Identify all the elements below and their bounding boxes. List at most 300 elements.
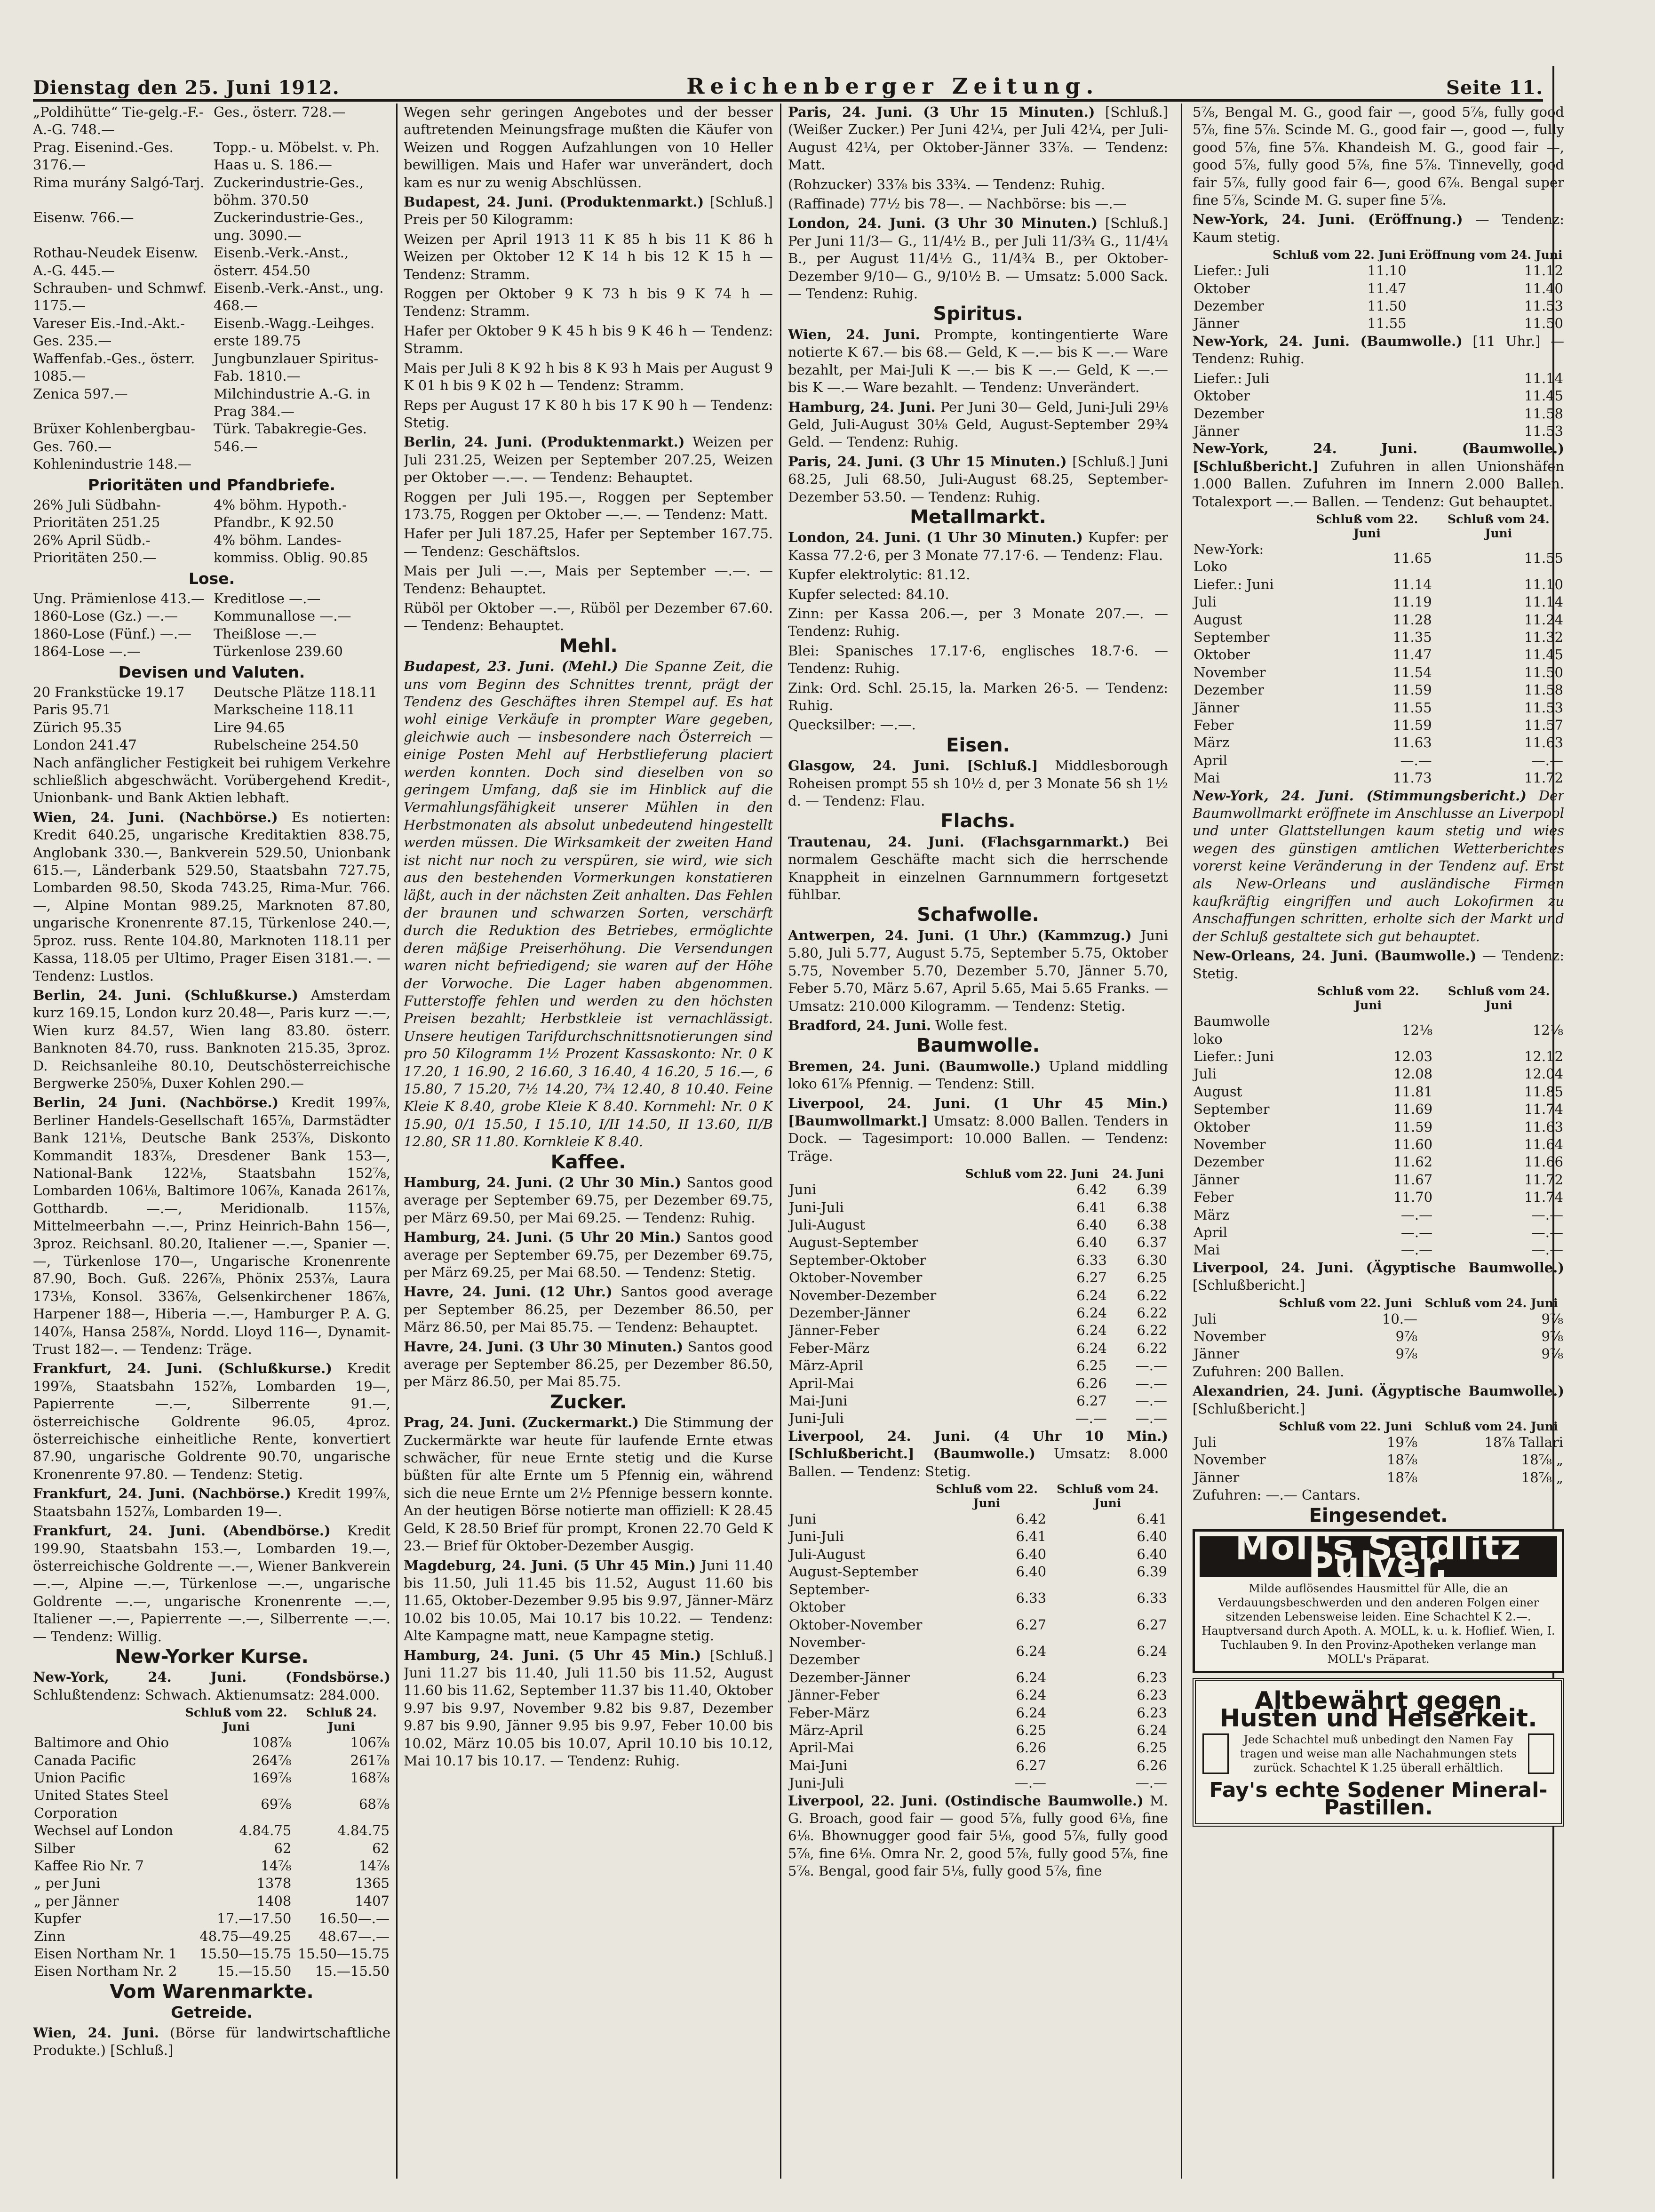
table-head: [788, 1482, 1168, 1510]
value-cell: 6.27: [1137, 1616, 1167, 1633]
label-cell: Juni-Juli: [789, 1528, 844, 1545]
value-cell: 6.40: [1076, 1234, 1107, 1251]
report-text: Weizen per April 1913 11 K 85 h bis 11 K 86 h Weizen per Oktober 12 K 14 h bis 12 K 15 h — Tendenz: Stramm.: [404, 231, 773, 282]
table-row: [788, 1528, 1168, 1545]
report-paragraph: [404, 599, 773, 635]
newyork-table: [1193, 248, 1564, 333]
report-paragraph: [788, 1095, 1168, 1166]
table-row: [1193, 1101, 1564, 1118]
value-cell: —.—: [1075, 1410, 1107, 1427]
column-header: Schluß vom 24. Juni: [1447, 512, 1550, 540]
label-cell: United States Steel Corporation: [34, 1787, 168, 1821]
value-cell: 6.33: [1016, 1590, 1047, 1606]
market-reports: [33, 754, 390, 1645]
table-row: [1193, 387, 1564, 405]
value-cell: 6.24: [1076, 1322, 1107, 1339]
column-header: Schluß vom 24. Juni: [1424, 1420, 1558, 1434]
table-row: [788, 1757, 1168, 1774]
report-text: Roggen per Oktober 9 K 73 h bis 9 K 74 h — Tendenz: Stramm.: [404, 286, 773, 319]
report-text: Hafer per Oktober 9 K 45 h bis 9 K 46 h — Tendenz: Stramm.: [404, 322, 773, 357]
label-cell: Jänner: [1194, 423, 1240, 439]
label-cell: Oktober: [1194, 388, 1250, 404]
report-text: Mais per Juli 8 K 92 h bis 8 K 93 h Mais per August 9 K 01 h bis 9 K 02 h — Tendenz: Stramm.: [404, 359, 773, 394]
value-cell: 6.25: [1016, 1722, 1047, 1738]
report-paragraph: [788, 104, 1168, 174]
quote-row: [33, 496, 390, 532]
value-cell: 11.53: [1524, 298, 1563, 314]
report-text: [Schluß.] Preis per 50 Kilogramm:: [404, 194, 773, 228]
table-row: [788, 1510, 1168, 1528]
report-text: [Schluß.] Per Juni 11/3— G., 11/4½ B., per Juli 11/3¾ G., 11/4¼ B., per August 11/4½ G., 11/4¾ B., per Oktober-Dezember 9/10— G., 9/10½ B. — Umsatz: 5.000 Sack. — Tendenz: Ruhig.: [788, 215, 1168, 302]
value-cell: 261⅞: [350, 1752, 390, 1768]
label-cell: Liefer.: Juni: [1194, 576, 1274, 592]
column-header: Schluß vom 24. Juni: [1448, 984, 1550, 1013]
table-row: [1193, 734, 1564, 751]
table-row: [33, 1945, 390, 1963]
value-cell: 6.27: [1016, 1616, 1047, 1633]
report-paragraph: [404, 397, 773, 432]
value-cell: 6.39: [1137, 1564, 1167, 1580]
value-cell: 9⅞: [1541, 1328, 1563, 1344]
table-body: [1193, 1310, 1564, 1363]
report-lead: Frankfurt, 24. Juni. (Abendbörse.): [33, 1523, 331, 1539]
section-title: Vom Warenmarkte.: [110, 1980, 314, 2003]
value-cell: 11.59: [1392, 717, 1432, 733]
section-title: Zucker.: [549, 1391, 627, 1413]
table-row: [1193, 699, 1564, 717]
grain-reports: [404, 104, 773, 635]
value-cell: 6.26: [1016, 1740, 1047, 1756]
column-header: [1193, 984, 1303, 1013]
value-cell: 9⅞: [1541, 1310, 1563, 1327]
label-cell: „ per Jänner: [34, 1893, 119, 1909]
value-cell: 6.27: [1016, 1757, 1047, 1773]
table-row: [788, 1546, 1168, 1563]
label-cell: Mai: [1194, 1242, 1220, 1258]
table-head-row: [1193, 1420, 1564, 1434]
table-row: [788, 1216, 1168, 1234]
advertisement-fay: [1193, 1678, 1564, 1827]
report-text: [Schluß.] (Weißer Zucker.) Per Juni 42¼, per Juli 42¼, per Juli-August 42¼, per Oktober-Jänner 33⅞. — Tendenz: Matt.: [788, 104, 1168, 173]
value-cell: 6.41: [1076, 1199, 1107, 1215]
label-cell: März: [1194, 735, 1230, 751]
label-cell: Liefer.: Juli: [1194, 370, 1270, 386]
quote-cell: Rubelscheine 254.50: [214, 737, 359, 753]
table-row: [788, 1581, 1168, 1616]
value-cell: 11.58: [1524, 682, 1563, 698]
value-cell: 6.24: [1016, 1669, 1047, 1685]
table-row: [33, 1928, 390, 1945]
quote-cell: Rothau-Neudek Eisenw. A.-G. 445.—: [33, 245, 198, 279]
value-cell: 15.50—15.75: [297, 1946, 390, 1962]
report-lead: Berlin, 24. Juni. (Schlußkurse.): [33, 987, 299, 1003]
quote-row: [33, 104, 390, 139]
value-cell: 18⅞ „: [1521, 1452, 1563, 1468]
column-header: Schluß vom 22. Juni: [1273, 248, 1406, 262]
report-paragraph: [404, 193, 773, 229]
report-paragraph: New-York, 24. Juni. (Baumwolle.) [11 Uhr.] — Tendenz: Ruhig.: [1193, 333, 1564, 367]
column-header: 24. Juni: [1112, 1167, 1164, 1181]
report-paragraph: [404, 1557, 773, 1645]
quote-row: [33, 244, 390, 279]
table-row: [788, 1392, 1168, 1410]
table-row: [1193, 1013, 1564, 1048]
table-row: [1193, 1434, 1564, 1451]
ad-text: Jede Schachtel muß unbedingt den Namen Fay tragen und weise man alle Nachahmungen stets zurück. Schachtel K 1.25 überall erhältlich.: [1240, 1733, 1517, 1774]
value-cell: 6.37: [1137, 1234, 1167, 1251]
table-body: [1193, 1434, 1564, 1486]
table-body: [788, 1510, 1168, 1792]
value-cell: —.—: [1014, 1775, 1047, 1791]
value-cell: 1365: [355, 1875, 390, 1892]
report-paragraph: New-York, 24. Juni. (Eröffnung.) — Tendenz: Kaum stetig.: [1193, 211, 1564, 245]
label-cell: „ per Juni: [34, 1875, 101, 1892]
report-paragraph: [788, 679, 1168, 715]
label-cell: Juni-Juli: [789, 1199, 844, 1215]
value-cell: 11.59: [1393, 1118, 1433, 1135]
table-row: [788, 1722, 1168, 1739]
table-head: [1193, 1420, 1564, 1434]
value-cell: 18⅞ Tallari: [1484, 1434, 1563, 1451]
value-cell: 18⅞: [1386, 1469, 1417, 1485]
value-cell: 12.03: [1393, 1048, 1433, 1064]
value-cell: 14⅞: [261, 1858, 292, 1874]
value-cell: 6.40: [1137, 1546, 1167, 1562]
value-cell: 6.40: [1016, 1546, 1047, 1562]
report-text: Mais per Juli —.—, Mais per September —.—. — Tendenz: Behauptet.: [404, 563, 773, 597]
report-text: Blei: Spanisches 17.17·6, englisches 18.7·6. — Tendenz: Ruhig.: [788, 642, 1168, 677]
section-title: Baumwolle.: [916, 1035, 1040, 1057]
report-text: Kupfer: per Kassa 77.2·6, per 3 Monate 77.17·6. — Tendenz: Flau.: [788, 529, 1168, 563]
report-text: [Schluß.] Juni 68.25, Juli 68.50, Juli-August 68.25, September-Dezember 53.50. — Tendenz: Ruhig.: [788, 453, 1168, 505]
ad-body: [1202, 1733, 1554, 1775]
value-cell: 106⅞: [350, 1734, 390, 1751]
table-row: [788, 1199, 1168, 1216]
report-paragraph: New-York, 24. Juni. (Fondsbörse.) Schlußtendenz: Schwach. Aktienumsatz: 284.000.: [33, 1669, 390, 1703]
product-box-image: [1528, 1733, 1554, 1774]
value-cell: 11.55: [1367, 315, 1407, 332]
value-cell: 108⅞: [252, 1734, 292, 1751]
report-paragraph: [788, 215, 1168, 303]
report-text: Es notierten: Kredit 640.25, ungarische Kreditaktien 838.75, Anglobank 330.—, Bankverein 529.50, Unionbank 615.—, Länderbank 529.50, Staatsbahn 727.75, Lombarden 98.50, Skoda 743.25, Rima-Mur. 766.—, Alpine Montan 989.25, Marknoten 87.80, ungarische Kronenrente 87.15, Türkenlose 240.—, 5proz. russ. Rente 104.80, Marknoten 118.11 per Kassa, 118.05 per Ultimo, Prager Eisen 3181.—. — Tendenz: Lustlos.: [33, 809, 390, 984]
report-text: Kredit 199⅞, Berliner Handels-Gesellschaft 165⅞, Darmstädter Bank 121⅛, Deutsche Bank 253⅞, Diskonto Kommandit 183⅞, Dresdener Bank 153—, National-Bank 122⅛, Staatsbahn 152⅞, Lombarden 106⅛, Baltimore 106⅞, Kanada 261⅞, Gotthardb. —.—, Meridionalb. 115⅞, Mittelmeerbahn —.—, Prinz Heinrich-Bahn 156—, 3proz. Reichsanl. 80.20, Italiener —.—, Spanier —.—, Türkenlose 170—, Ungarische Kronenrente 87.90, Boch. Guß. 226⅞, Phönix 253⅞, Laura 173⅛, Konsol. 336⅞, Gelsenkirchener 186⅞, Harpener 188—, Hiberia —.—, Hamburger P. A. G. 140⅞, Hansa 258⅞, Nordd. Lloyd 116—, Dynamit-Trust 182—. — Tendenz: Träge.: [33, 1094, 390, 1358]
table-row: [788, 1704, 1168, 1722]
quote-cell: Zuckerindustrie-Ges., ung. 3090.—: [214, 209, 364, 243]
label-cell: Jänner: [1194, 315, 1240, 332]
table-row: [1193, 423, 1564, 440]
zucker-reports: [404, 1414, 773, 1770]
metall-reports: [788, 529, 1168, 734]
quote-cell: Deutsche Plätze 118.11: [214, 684, 377, 700]
value-cell: 11.58: [1524, 405, 1563, 422]
report-paragraph: Liverpool, 24. Juni. (Ägyptische Baumwolle.) [Schlußbericht.]: [1193, 1259, 1564, 1294]
value-cell: 6.24: [1016, 1687, 1047, 1703]
report-text: Roggen per Juli 195.—, Roggen per September 173.75, Roggen per Oktober —.—. — Tendenz: Matt.: [404, 488, 773, 522]
column-header: Eröffnung vom 24. Juni: [1409, 248, 1563, 262]
report-lead: Frankfurt, 24. Juni. (Schlußkurse.): [33, 1360, 332, 1377]
report-lead: Hamburg, 24. Juni. (5 Uhr 20 Min.): [404, 1229, 681, 1246]
quote-row: [33, 719, 390, 736]
table-body: [1193, 262, 1564, 333]
table-row: [788, 1563, 1168, 1581]
report-text: Die Stimmung der Zuckermärkte war heute für laufende Ernte etwas schwächer, für neue Ernte stetig und die Kurse büßten für alte Ernte um 5 Pfennig ein, während sich die neue Ernte um 2½ Pfennige bessern konnte. An der heutigen Börse notierte man offiziell: K 28.45 Geld, K 28.50 Brief für prompt, Kronen 22.70 Geld K 23.— Brief für Oktober-Dezember Ausgig.: [404, 1414, 773, 1554]
value-cell: 11.63: [1392, 735, 1432, 751]
lose-list: [33, 590, 390, 661]
table-row: [1193, 1083, 1564, 1101]
value-cell: 19⅞: [1386, 1434, 1417, 1451]
value-cell: 6.38: [1137, 1216, 1167, 1233]
report-paragraph: [404, 525, 773, 560]
page-header: [33, 66, 1543, 102]
table-row: [1193, 681, 1564, 699]
report-paragraph: [788, 176, 1168, 193]
column-header: [788, 1167, 956, 1181]
column-2: [404, 104, 773, 2179]
column-header: Schluß vom 22. Juni: [185, 1706, 287, 1734]
value-cell: 11.65: [1392, 550, 1432, 566]
value-cell: 11.74: [1524, 1189, 1563, 1206]
value-cell: 11.85: [1524, 1083, 1563, 1100]
label-cell: Dezember-Jänner: [789, 1669, 910, 1685]
report-paragraph: [404, 433, 773, 486]
label-cell: Union Pacific: [34, 1769, 126, 1786]
label-cell: Feber-März: [789, 1704, 870, 1721]
report-paragraph: [404, 1647, 773, 1770]
report-text: Wegen sehr geringen Angebotes und der besser auftretenden Meinungsfrage mußten die Käufer von Weizen und Roggen Aufzahlungen von 10 Heller bewilligen. Mais und Hafer war unverändert, doch kam es nur zu wenig Abschlüssen.: [404, 104, 773, 191]
report-text: Santos good average per September 69.75, per Dezember 69.75, per März 69.50, per Mai 69.25. — Tendenz: Ruhig.: [404, 1174, 773, 1226]
table-row: [1193, 1118, 1564, 1136]
product-box-image: [1202, 1733, 1229, 1774]
table-row: [788, 1634, 1168, 1669]
value-cell: 11.14: [1524, 370, 1563, 386]
value-cell: 6.22: [1137, 1287, 1167, 1303]
report-paragraph: [788, 716, 1168, 734]
header-page-number: Seite 11.: [1446, 77, 1543, 99]
column-header: [1193, 1296, 1273, 1310]
report-text: Juni 5.80, Juli 5.77, August 5.75, September 5.75, Oktober 5.75, November 5.70, Dezember 5.70, Jänner 5.70, Feber 5.70, März 5.67, April 5.65, Mai 5.65 Franks. — Umsatz: 210.000 Kilogramm. — Tendenz: Stetig.: [788, 927, 1168, 1014]
newyork-table: [1193, 370, 1564, 440]
label-cell: Jänner: [1194, 699, 1240, 716]
label-cell: Liefer.: Juni: [1194, 1048, 1274, 1064]
section-title: Eingesendet.: [1309, 1504, 1448, 1526]
table-head: [1193, 512, 1564, 541]
table-body: [1193, 1013, 1564, 1259]
quote-cell: 1860-Lose (Fünf.) —.—: [33, 625, 192, 642]
spiritus-reports: [788, 326, 1168, 506]
label-cell: Zinn: [34, 1928, 65, 1944]
label-cell: Mai: [1194, 770, 1220, 786]
egypt-table: [1193, 1296, 1564, 1363]
value-cell: 6.39: [1137, 1182, 1167, 1198]
liverpool-table: [788, 1167, 1168, 1428]
table-row: [33, 1893, 390, 1910]
label-cell: Juni-Juli: [789, 1775, 844, 1791]
value-cell: 6.38: [1137, 1199, 1167, 1215]
quote-cell: 26% April Südb.-Prioritäten 250.—: [33, 532, 157, 566]
report-text: Weizen per Juli 231.25, Weizen per September 207.25, Weizen per Oktober —.—. — Tendenz: Behauptet.: [404, 434, 773, 486]
label-cell: Eisen Northam Nr. 2: [34, 1963, 177, 1980]
report-paragraph: Wien, 24. Juni. (Börse für landwirtschaftliche Produkte.) [Schluß.]: [33, 2024, 390, 2059]
value-cell: 9⅞: [1541, 1346, 1563, 1362]
label-cell: Mai-Juni: [789, 1757, 848, 1773]
section-title: Lose.: [188, 569, 235, 588]
report-text: Prompte, kontingentierte Ware notierte K 67.— bis 68.— Geld, K —.— bis K —.— Ware bezahlt, per Mai-Juli K —.— bis K —.— Geld, K —.— bis K —.— Ware bezahlt. — Tendenz: Unverändert.: [788, 326, 1168, 396]
quote-cell: Kreditlose —.—: [214, 590, 321, 607]
value-cell: 11.53: [1524, 423, 1563, 439]
quote-cell: Schrauben- und Schmwf. 1175.—: [33, 280, 207, 314]
table-row: [788, 1410, 1168, 1427]
value-cell: 11.47: [1367, 280, 1407, 296]
table-row: [788, 1340, 1168, 1357]
section-title: Flachs.: [940, 810, 1016, 832]
label-cell: Oktober-November: [789, 1270, 923, 1286]
quote-row: [33, 209, 390, 244]
column-4: [1193, 104, 1564, 2179]
value-cell: —.—: [1135, 1358, 1167, 1374]
label-cell: September: [1194, 1101, 1270, 1118]
value-cell: 10.—: [1382, 1310, 1417, 1327]
table-row: [1193, 593, 1564, 611]
value-cell: 6.23: [1137, 1704, 1167, 1721]
report-text: (Raffinade) 77½ bis 78—. — Nachbörse: bis —.—: [788, 196, 1127, 212]
report-paragraph: [33, 754, 390, 807]
value-cell: 6.25: [1137, 1270, 1167, 1286]
label-cell: Eisen Northam Nr. 1: [34, 1946, 177, 1962]
value-cell: —.—: [1531, 1242, 1563, 1258]
report-paragraph: [33, 1094, 390, 1358]
label-cell: August-September: [789, 1234, 918, 1251]
report-paragraph: [404, 1283, 773, 1336]
value-cell: 6.24: [1016, 1643, 1047, 1659]
report-text: Kredit 199⅞, Staatsbahn 152⅞, Lombarden 19—.: [33, 1485, 390, 1519]
header-date: Dienstag den 25. Juni 1912.: [33, 77, 340, 99]
report-text: [Schluß.] Juni 11.27 bis 11.40, Juli 11.50 bis 11.52, August 11.60 bis 11.62, September 11.37 bis 11.40, Oktober 9.97 bis 9.97, November 9.82 bis 9.87, Dezember 9.87 bis 9.90, Jänner 9.95 bis 9.97, Feber 10.00 bis 10.02, März 10.05 bis 10.07, April 10.10 bis 10.12, Mai 10.17 bis 10.17. — Tendenz: Ruhig.: [404, 1647, 773, 1769]
report-paragraph: [33, 1522, 390, 1645]
value-cell: 6.25: [1137, 1740, 1167, 1756]
quote-row: [33, 607, 390, 625]
table-row: [33, 1752, 390, 1769]
report-paragraph: Zufuhren: 200 Ballen.: [1193, 1363, 1345, 1380]
table-head: [1193, 1296, 1564, 1310]
quote-row: [33, 625, 390, 643]
value-cell: 11.54: [1392, 664, 1432, 680]
label-cell: Oktober: [1194, 280, 1250, 296]
value-cell: 6.25: [1076, 1358, 1107, 1374]
report-paragraph: [404, 285, 773, 320]
value-cell: 11.10: [1524, 576, 1563, 592]
quote-cell: Jungbunzlauer Spiritus-Fab. 1810.—: [214, 350, 379, 384]
quote-cell: Paris 95.71: [33, 702, 111, 718]
quote-cell: 4% böhm. Hypoth.-Pfandbr., K 92.50: [214, 496, 347, 531]
table-row: [1193, 262, 1564, 279]
table-row: [1193, 576, 1564, 593]
table-row: [1193, 1136, 1564, 1153]
schafwolle-reports: [788, 927, 1168, 1034]
table-row: [1193, 1048, 1564, 1065]
kaffee-reports: [404, 1174, 773, 1391]
quote-cell: Zürich 95.35: [33, 719, 122, 735]
report-text: Reps per August 17 K 80 h bis 17 K 90 h — Tendenz: Stetig.: [404, 397, 773, 431]
value-cell: 6.24: [1137, 1722, 1167, 1738]
value-cell: 6.27: [1076, 1393, 1107, 1409]
report-text: Santos good average per September 86.25, per Dezember 86.50, per März 86.50, per Mai 85.75.: [404, 1338, 773, 1390]
report-text: Quecksilber: —.—.: [788, 717, 916, 733]
quote-cell: Zenica 597.—: [33, 385, 128, 402]
quote-row: [33, 139, 390, 174]
value-cell: 11.63: [1524, 1118, 1563, 1135]
label-cell: November: [1194, 1452, 1266, 1468]
value-cell: 6.40: [1016, 1564, 1047, 1580]
header-newspaper-title: Reichenberger Zeitung.: [686, 73, 1099, 99]
value-cell: 12.08: [1393, 1066, 1433, 1082]
table-body: [33, 1734, 390, 1980]
value-cell: 11.53: [1524, 699, 1563, 716]
report-lead: Paris, 24. Juni. (3 Uhr 15 Minuten.): [788, 453, 1067, 470]
quote-row: [33, 174, 390, 209]
table-row: [1193, 315, 1564, 332]
section-title: New-Yorker Kurse.: [115, 1645, 309, 1668]
value-cell: 12.12: [1524, 1048, 1563, 1064]
report-paragraph: [788, 326, 1168, 397]
section-title: Eisen.: [946, 734, 1010, 756]
table-row: [1193, 1189, 1564, 1206]
table-row: [788, 1375, 1168, 1392]
value-cell: 11.60: [1393, 1136, 1433, 1152]
report-paragraph: Glasgow, 24. Juni. [Schluß.] Middlesborough Roheisen prompt 55 sh 10½ d, per 3 Monate 56 sh 1½ d. — Tendenz: Flau.: [788, 758, 1168, 809]
table-row: [1193, 1310, 1564, 1328]
report-lead: Bremen, 24. Juni. (Baumwolle.): [788, 1058, 1041, 1074]
table-head-row: [1193, 248, 1564, 262]
value-cell: 6.30: [1137, 1252, 1167, 1268]
value-cell: 15.—15.50: [217, 1963, 292, 1980]
table-row: [33, 1769, 390, 1787]
label-cell: April-Mai: [789, 1375, 854, 1391]
value-cell: —.—: [1400, 1206, 1433, 1223]
value-cell: 1407: [355, 1893, 390, 1909]
table-row: [788, 1739, 1168, 1757]
report-text: Rüböl per Oktober —.—, Rüböl per Dezember 67.60. — Tendenz: Behauptet.: [404, 599, 773, 634]
table-row: [1193, 1345, 1564, 1363]
label-cell: September-Oktober: [789, 1581, 870, 1615]
report-lead: Antwerpen, 24. Juni. (1 Uhr.) (Kammzug.): [788, 927, 1132, 943]
report-text: Kredit 199.90, Staatsbahn 153.—, Lombarden 19.—, österreichische Goldrente —.—, Wiener Bankverein —.—, Alpine —.—, Türkenlose —.—, ungarische Goldrente —.—, ungarische Kronenrente —.—, Italiener —.—, Papierrente —.—, Silberrente —.—. — Tendenz: Willig.: [33, 1523, 390, 1645]
prioritaeten-list: [33, 496, 390, 567]
label-cell: März-April: [789, 1358, 863, 1374]
report-paragraph: [33, 987, 390, 1092]
label-cell: Juni: [789, 1511, 817, 1527]
label-cell: Feber: [1194, 717, 1234, 733]
label-cell: Kupfer: [34, 1910, 81, 1927]
quote-row: [33, 420, 390, 455]
value-cell: 1378: [256, 1875, 292, 1892]
table-row: [788, 1774, 1168, 1792]
label-cell: April: [1194, 752, 1227, 768]
value-cell: 6.23: [1137, 1669, 1167, 1685]
value-cell: 11.45: [1524, 388, 1563, 404]
table-row: [1193, 769, 1564, 787]
value-cell: 12⅛: [1532, 1022, 1563, 1038]
value-cell: 11.72: [1524, 1171, 1563, 1188]
label-cell: Silber: [34, 1840, 76, 1856]
label-cell: Oktober: [1194, 647, 1250, 663]
value-cell: 11.24: [1524, 611, 1563, 628]
quote-cell: Türkenlose 239.60: [214, 643, 343, 660]
report-lead: Hamburg, 24. Juni.: [788, 399, 936, 415]
value-cell: 18⅞ „: [1521, 1469, 1563, 1485]
report-lead: Hamburg, 24. Juni. (2 Uhr 30 Min.): [404, 1174, 681, 1190]
section-title: Kaffee.: [550, 1151, 626, 1173]
column-header: Schluß vom 22. Juni: [1279, 1420, 1412, 1434]
